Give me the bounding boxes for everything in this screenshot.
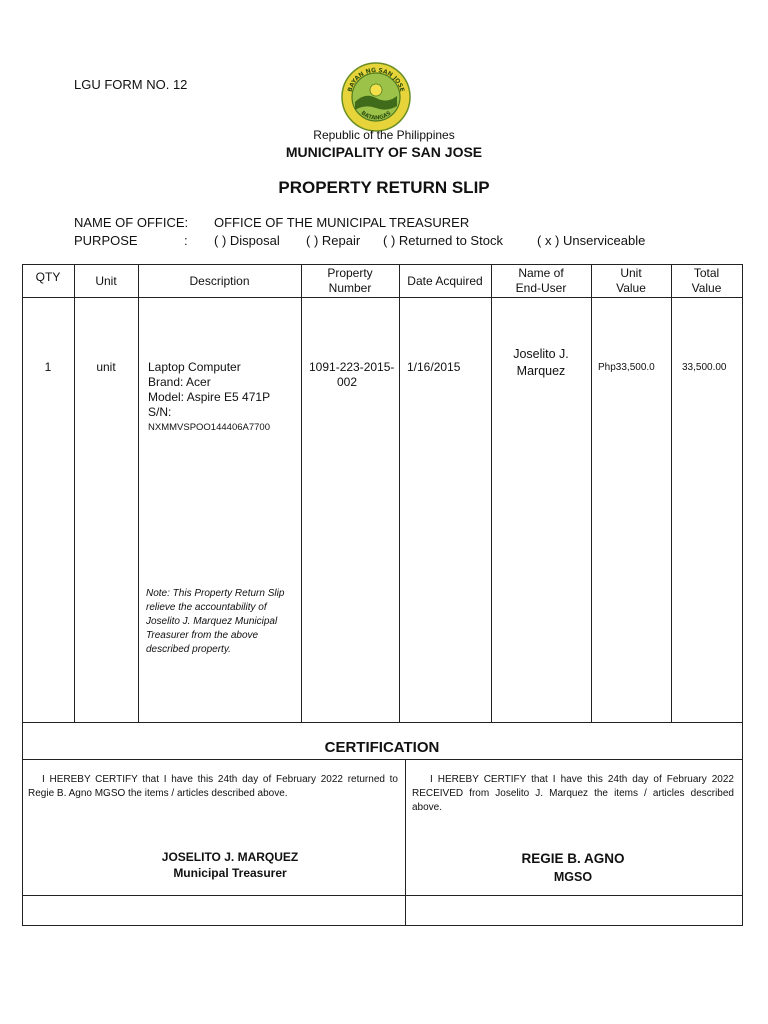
header-description: Description (189, 274, 250, 288)
left-signatory-name: JOSELITO J. MARQUEZ (161, 850, 299, 864)
header-unit: Unit (95, 274, 117, 288)
row-end-user (491, 346, 591, 380)
certification-right-text: I HEREBY CERTIFY that I have this 24th day of February 2022 RECEIVED from Joselito J. Marquez the items / articles described above. (412, 774, 734, 813)
right-signatory-name: REGIE B. AGNO (521, 851, 625, 866)
header-qty: QTY (35, 270, 61, 284)
description-line-model: Model: Aspire E5 471P (148, 390, 271, 404)
header-end-user-line2: End-User (515, 281, 567, 295)
accountability-note: Note: This Property Return Slip relieve the accountability of Joselito J. Marquez Municipal Treasurer from the above described property. (146, 588, 285, 655)
property-number-line2: 002 (337, 375, 358, 389)
description-line-item: Laptop Computer (148, 360, 241, 374)
certification-left-text: I HEREBY CERTIFY that I have this 24th day of February 2022 returned to Regie B. Agno MGSO the items / articles described above. (28, 774, 398, 799)
header-unit-value (591, 266, 671, 296)
office-label: NAME OF OFFICE: (74, 215, 189, 230)
purpose-option-disposal: ( ) Disposal (214, 233, 280, 248)
svg-text:BAYAN NG SAN JOSE: BAYAN NG SAN JOSE (346, 66, 406, 93)
certification-title: CERTIFICATION (324, 739, 440, 756)
purpose-label: PURPOSE (74, 233, 138, 248)
header-property-number (301, 266, 399, 296)
header-total-value (671, 266, 742, 296)
republic-label: Republic of the Philippines (313, 128, 455, 142)
purpose-option-repair: ( ) Repair (306, 233, 361, 248)
description-line-brand: Brand: Acer (148, 375, 211, 389)
svg-text:BATANGAS: BATANGAS (359, 110, 393, 122)
row-unit: unit (96, 360, 116, 374)
municipality-name: MUNICIPALITY OF SAN JOSE (285, 144, 483, 160)
header-total-value-line1: Total (693, 266, 720, 280)
end-user-line2: Marquez (516, 364, 566, 378)
header-end-user (491, 266, 591, 296)
property-number-line1: 1091-223-2015- (309, 360, 395, 374)
municipal-seal-icon (341, 62, 411, 132)
right-signatory-position: MGSO (553, 870, 593, 884)
form-number: LGU FORM NO. 12 (74, 77, 188, 92)
row-property-number (309, 360, 394, 390)
purpose-option-returned-to-stock: ( ) Returned to Stock (383, 233, 503, 248)
purpose-option-unserviceable: ( x ) Unserviceable (537, 233, 646, 248)
purpose-colon: : (184, 233, 188, 248)
header-unit-value-line1: Unit (620, 266, 642, 280)
header-end-user-line1: Name of (518, 266, 564, 280)
header-date-acquired: Date Acquired (407, 274, 483, 288)
description-serial-number: NXMMVSPOO144406A7700 (148, 422, 270, 433)
document-title: PROPERTY RETURN SLIP (278, 178, 490, 197)
row-description (148, 360, 270, 434)
header-unit-value-line2: Value (616, 281, 646, 295)
office-value: OFFICE OF THE MUNICIPAL TREASURER (214, 215, 470, 230)
row-total-value: 33,500.00 (682, 362, 727, 373)
left-signatory-position: Municipal Treasurer (173, 866, 287, 880)
header-property-number-line1: Property (327, 266, 373, 280)
row-date-acquired: 1/16/2015 (407, 360, 461, 374)
left-signatory (130, 849, 330, 881)
end-user-line1: Joselito J. (513, 347, 569, 361)
header-total-value-line2: Value (691, 281, 722, 295)
row-qty: 1 (44, 360, 52, 374)
right-signatory (473, 850, 673, 886)
description-line-sn-label: S/N: (148, 405, 172, 419)
header-property-number-line2: Number (328, 281, 372, 295)
row-unit-value: Php33,500.0 (598, 362, 655, 373)
